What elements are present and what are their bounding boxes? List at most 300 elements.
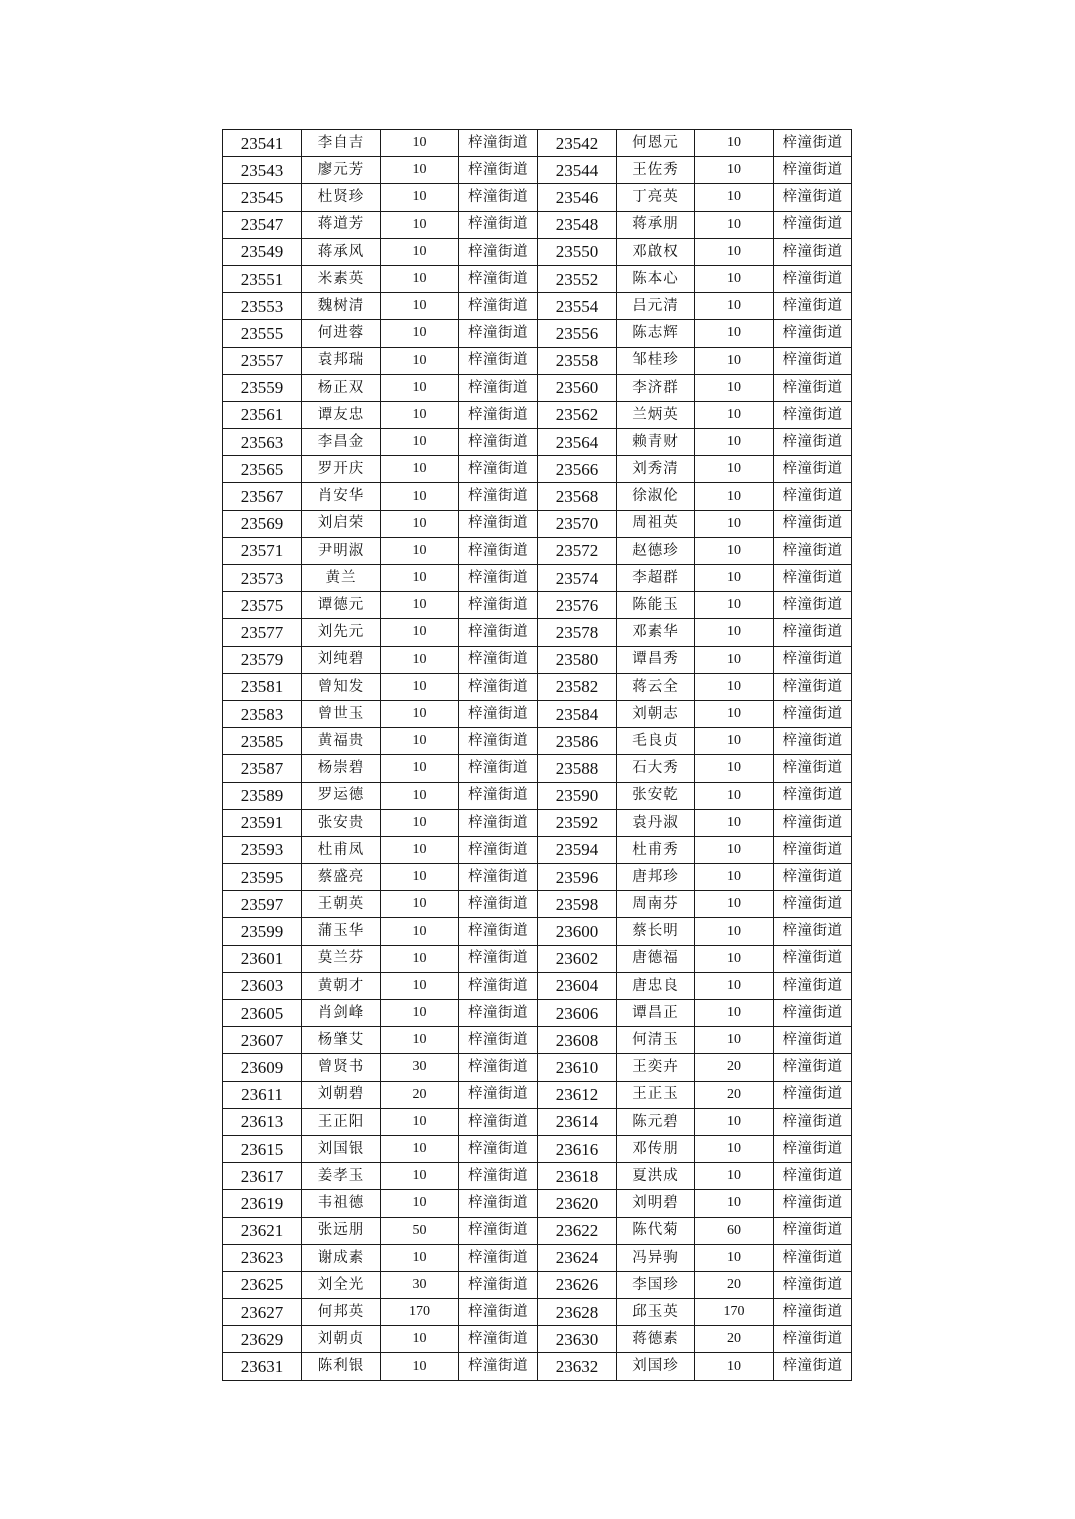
person-name-cell: 何邦英 <box>302 1299 381 1326</box>
street-name-cell: 梓潼街道 <box>459 673 538 700</box>
record-number-cell: 23578 <box>538 619 617 646</box>
table-row <box>223 347 852 374</box>
record-number-cell: 23555 <box>223 320 302 347</box>
street-name-cell: 梓潼街道 <box>774 1244 852 1271</box>
amount-cell: 10 <box>381 1326 459 1353</box>
street-name-cell: 梓潼街道 <box>774 918 852 945</box>
person-name-cell: 刘明碧 <box>617 1190 695 1217</box>
record-number-cell: 23601 <box>223 945 302 972</box>
person-name-cell: 李国珍 <box>617 1271 695 1298</box>
street-name-cell: 梓潼街道 <box>774 1353 852 1380</box>
record-number-cell: 23557 <box>223 347 302 374</box>
amount-cell: 10 <box>381 320 459 347</box>
table-row <box>223 728 852 755</box>
record-number-cell: 23608 <box>538 1027 617 1054</box>
person-name-cell: 刘国珍 <box>617 1353 695 1380</box>
record-number-cell: 23543 <box>223 157 302 184</box>
amount-cell: 10 <box>381 972 459 999</box>
record-number-cell: 23585 <box>223 728 302 755</box>
street-name-cell: 梓潼街道 <box>459 1353 538 1380</box>
table-row <box>223 1054 852 1081</box>
table-row <box>223 1163 852 1190</box>
record-number-cell: 23615 <box>223 1135 302 1162</box>
record-number-cell: 23568 <box>538 483 617 510</box>
street-name-cell: 梓潼街道 <box>774 1027 852 1054</box>
street-name-cell: 梓潼街道 <box>459 1299 538 1326</box>
record-number-cell: 23594 <box>538 836 617 863</box>
record-number-cell: 23591 <box>223 809 302 836</box>
person-name-cell: 刘启荣 <box>302 510 381 537</box>
person-name-cell: 李超群 <box>617 565 695 592</box>
amount-cell: 10 <box>381 1190 459 1217</box>
record-number-cell: 23629 <box>223 1326 302 1353</box>
amount-cell: 10 <box>695 918 774 945</box>
amount-cell: 10 <box>381 700 459 727</box>
record-number-cell: 23597 <box>223 891 302 918</box>
amount-cell: 10 <box>695 537 774 564</box>
street-name-cell: 梓潼街道 <box>774 211 852 238</box>
street-name-cell: 梓潼街道 <box>459 374 538 401</box>
record-number-cell: 23587 <box>223 755 302 782</box>
amount-cell: 10 <box>695 673 774 700</box>
record-number-cell: 23542 <box>538 130 617 157</box>
record-number-cell: 23561 <box>223 401 302 428</box>
street-name-cell: 梓潼街道 <box>774 1190 852 1217</box>
amount-cell: 10 <box>381 646 459 673</box>
record-number-cell: 23552 <box>538 265 617 292</box>
street-name-cell: 梓潼街道 <box>774 1217 852 1244</box>
record-number-cell: 23581 <box>223 673 302 700</box>
person-name-cell: 兰炳英 <box>617 401 695 428</box>
record-number-cell: 23606 <box>538 1000 617 1027</box>
street-name-cell: 梓潼街道 <box>459 1081 538 1108</box>
record-number-cell: 23551 <box>223 265 302 292</box>
amount-cell: 10 <box>381 1163 459 1190</box>
amount-cell: 10 <box>381 211 459 238</box>
amount-cell: 10 <box>381 673 459 700</box>
amount-cell: 50 <box>381 1217 459 1244</box>
person-name-cell: 唐忠良 <box>617 972 695 999</box>
person-name-cell: 邹桂珍 <box>617 347 695 374</box>
person-name-cell: 罗运德 <box>302 782 381 809</box>
amount-cell: 10 <box>695 483 774 510</box>
street-name-cell: 梓潼街道 <box>459 1163 538 1190</box>
person-name-cell: 曾贤书 <box>302 1054 381 1081</box>
amount-cell: 10 <box>695 864 774 891</box>
street-name-cell: 梓潼街道 <box>774 619 852 646</box>
amount-cell: 10 <box>381 565 459 592</box>
person-name-cell: 蒲玉华 <box>302 918 381 945</box>
table-row <box>223 918 852 945</box>
street-name-cell: 梓潼街道 <box>459 211 538 238</box>
person-name-cell: 尹明淑 <box>302 537 381 564</box>
record-number-cell: 23584 <box>538 700 617 727</box>
table-row <box>223 1190 852 1217</box>
record-number-cell: 23566 <box>538 456 617 483</box>
person-name-cell: 刘朝志 <box>617 700 695 727</box>
record-number-cell: 23579 <box>223 646 302 673</box>
street-name-cell: 梓潼街道 <box>459 700 538 727</box>
amount-cell: 10 <box>695 592 774 619</box>
record-number-cell: 23627 <box>223 1299 302 1326</box>
street-name-cell: 梓潼街道 <box>459 347 538 374</box>
person-name-cell: 邱玉英 <box>617 1299 695 1326</box>
street-name-cell: 梓潼街道 <box>459 1244 538 1271</box>
amount-cell: 10 <box>695 809 774 836</box>
person-name-cell: 赖青财 <box>617 429 695 456</box>
record-number-cell: 23600 <box>538 918 617 945</box>
street-name-cell: 梓潼街道 <box>774 755 852 782</box>
street-name-cell: 梓潼街道 <box>774 374 852 401</box>
table-row <box>223 1081 852 1108</box>
street-name-cell: 梓潼街道 <box>459 565 538 592</box>
amount-cell: 10 <box>381 483 459 510</box>
street-name-cell: 梓潼街道 <box>774 238 852 265</box>
table-row <box>223 619 852 646</box>
record-number-cell: 23631 <box>223 1353 302 1380</box>
street-name-cell: 梓潼街道 <box>459 809 538 836</box>
street-name-cell: 梓潼街道 <box>774 836 852 863</box>
street-name-cell: 梓潼街道 <box>774 673 852 700</box>
table-row <box>223 1299 852 1326</box>
amount-cell: 10 <box>381 728 459 755</box>
table-row <box>223 130 852 157</box>
record-number-cell: 23549 <box>223 238 302 265</box>
table-row <box>223 537 852 564</box>
table-row <box>223 864 852 891</box>
person-name-cell: 谭昌正 <box>617 1000 695 1027</box>
amount-cell: 10 <box>695 700 774 727</box>
record-number-cell: 23630 <box>538 1326 617 1353</box>
table-row <box>223 1244 852 1271</box>
amount-cell: 10 <box>381 1027 459 1054</box>
table-row <box>223 374 852 401</box>
person-name-cell: 谭昌秀 <box>617 646 695 673</box>
person-name-cell: 蔡盛亮 <box>302 864 381 891</box>
person-name-cell: 黄福贵 <box>302 728 381 755</box>
amount-cell: 10 <box>381 1000 459 1027</box>
amount-cell: 10 <box>695 1353 774 1380</box>
street-name-cell: 梓潼街道 <box>774 1054 852 1081</box>
street-name-cell: 梓潼街道 <box>774 157 852 184</box>
person-name-cell: 蒋承朋 <box>617 211 695 238</box>
amount-cell: 10 <box>695 456 774 483</box>
table-row <box>223 1135 852 1162</box>
record-number-cell: 23599 <box>223 918 302 945</box>
person-name-cell: 何清玉 <box>617 1027 695 1054</box>
person-name-cell: 王奕卉 <box>617 1054 695 1081</box>
amount-cell: 10 <box>381 755 459 782</box>
record-number-cell: 23610 <box>538 1054 617 1081</box>
record-number-cell: 23628 <box>538 1299 617 1326</box>
record-number-cell: 23565 <box>223 456 302 483</box>
record-number-cell: 23546 <box>538 184 617 211</box>
record-number-cell: 23604 <box>538 972 617 999</box>
record-number-cell: 23545 <box>223 184 302 211</box>
amount-cell: 10 <box>381 537 459 564</box>
street-name-cell: 梓潼街道 <box>774 864 852 891</box>
table-row <box>223 238 852 265</box>
person-name-cell: 何进蓉 <box>302 320 381 347</box>
amount-cell: 170 <box>695 1299 774 1326</box>
street-name-cell: 梓潼街道 <box>774 1135 852 1162</box>
person-name-cell: 赵德珍 <box>617 537 695 564</box>
record-number-cell: 23554 <box>538 293 617 320</box>
table-row <box>223 945 852 972</box>
street-name-cell: 梓潼街道 <box>774 320 852 347</box>
record-number-cell: 23619 <box>223 1190 302 1217</box>
street-name-cell: 梓潼街道 <box>459 1027 538 1054</box>
amount-cell: 10 <box>695 347 774 374</box>
record-number-cell: 23613 <box>223 1108 302 1135</box>
amount-cell: 10 <box>381 1108 459 1135</box>
donation-table <box>222 129 852 1381</box>
street-name-cell: 梓潼街道 <box>774 429 852 456</box>
record-number-cell: 23612 <box>538 1081 617 1108</box>
record-number-cell: 23556 <box>538 320 617 347</box>
table-row <box>223 646 852 673</box>
table-row <box>223 401 852 428</box>
table-row <box>223 809 852 836</box>
record-number-cell: 23582 <box>538 673 617 700</box>
amount-cell: 60 <box>695 1217 774 1244</box>
record-number-cell: 23626 <box>538 1271 617 1298</box>
amount-cell: 10 <box>381 836 459 863</box>
person-name-cell: 李济群 <box>617 374 695 401</box>
record-number-cell: 23563 <box>223 429 302 456</box>
person-name-cell: 杜甫凤 <box>302 836 381 863</box>
person-name-cell: 李昌金 <box>302 429 381 456</box>
person-name-cell: 刘朝碧 <box>302 1081 381 1108</box>
table-body <box>223 130 852 1381</box>
record-number-cell: 23607 <box>223 1027 302 1054</box>
street-name-cell: 梓潼街道 <box>459 1054 538 1081</box>
person-name-cell: 刘朝贞 <box>302 1326 381 1353</box>
person-name-cell: 肖剑峰 <box>302 1000 381 1027</box>
amount-cell: 10 <box>381 456 459 483</box>
amount-cell: 10 <box>695 238 774 265</box>
person-name-cell: 王朝英 <box>302 891 381 918</box>
street-name-cell: 梓潼街道 <box>774 592 852 619</box>
person-name-cell: 袁邦瑞 <box>302 347 381 374</box>
amount-cell: 10 <box>695 891 774 918</box>
street-name-cell: 梓潼街道 <box>459 265 538 292</box>
street-name-cell: 梓潼街道 <box>459 945 538 972</box>
record-number-cell: 23560 <box>538 374 617 401</box>
person-name-cell: 邓素华 <box>617 619 695 646</box>
record-number-cell: 23624 <box>538 1244 617 1271</box>
amount-cell: 10 <box>695 619 774 646</box>
record-number-cell: 23553 <box>223 293 302 320</box>
street-name-cell: 梓潼街道 <box>459 592 538 619</box>
record-number-cell: 23558 <box>538 347 617 374</box>
amount-cell: 10 <box>695 401 774 428</box>
record-number-cell: 23605 <box>223 1000 302 1027</box>
person-name-cell: 蒋承风 <box>302 238 381 265</box>
record-number-cell: 23623 <box>223 1244 302 1271</box>
street-name-cell: 梓潼街道 <box>459 429 538 456</box>
street-name-cell: 梓潼街道 <box>774 483 852 510</box>
amount-cell: 10 <box>381 510 459 537</box>
record-number-cell: 23569 <box>223 510 302 537</box>
amount-cell: 10 <box>695 945 774 972</box>
person-name-cell: 刘先元 <box>302 619 381 646</box>
record-number-cell: 23586 <box>538 728 617 755</box>
street-name-cell: 梓潼街道 <box>459 619 538 646</box>
record-number-cell: 23598 <box>538 891 617 918</box>
person-name-cell: 袁丹淑 <box>617 809 695 836</box>
person-name-cell: 杨肇艾 <box>302 1027 381 1054</box>
table-row <box>223 157 852 184</box>
amount-cell: 10 <box>695 1027 774 1054</box>
amount-cell: 10 <box>381 401 459 428</box>
street-name-cell: 梓潼街道 <box>774 565 852 592</box>
amount-cell: 10 <box>381 809 459 836</box>
street-name-cell: 梓潼街道 <box>459 728 538 755</box>
person-name-cell: 姜孝玉 <box>302 1163 381 1190</box>
record-number-cell: 23618 <box>538 1163 617 1190</box>
street-name-cell: 梓潼街道 <box>459 1190 538 1217</box>
street-name-cell: 梓潼街道 <box>774 1081 852 1108</box>
person-name-cell: 唐德福 <box>617 945 695 972</box>
record-number-cell: 23559 <box>223 374 302 401</box>
person-name-cell: 丁亮英 <box>617 184 695 211</box>
amount-cell: 10 <box>695 972 774 999</box>
record-number-cell: 23580 <box>538 646 617 673</box>
amount-cell: 10 <box>695 510 774 537</box>
street-name-cell: 梓潼街道 <box>774 265 852 292</box>
person-name-cell: 陈利银 <box>302 1353 381 1380</box>
record-number-cell: 23562 <box>538 401 617 428</box>
street-name-cell: 梓潼街道 <box>774 1271 852 1298</box>
table-row <box>223 782 852 809</box>
amount-cell: 10 <box>695 1163 774 1190</box>
street-name-cell: 梓潼街道 <box>774 184 852 211</box>
record-number-cell: 23574 <box>538 565 617 592</box>
record-number-cell: 23576 <box>538 592 617 619</box>
street-name-cell: 梓潼街道 <box>459 401 538 428</box>
table-row <box>223 972 852 999</box>
person-name-cell: 刘秀清 <box>617 456 695 483</box>
person-name-cell: 周南芬 <box>617 891 695 918</box>
street-name-cell: 梓潼街道 <box>459 1000 538 1027</box>
amount-cell: 10 <box>695 565 774 592</box>
record-number-cell: 23550 <box>538 238 617 265</box>
street-name-cell: 梓潼街道 <box>459 755 538 782</box>
street-name-cell: 梓潼街道 <box>774 293 852 320</box>
street-name-cell: 梓潼街道 <box>774 891 852 918</box>
record-number-cell: 23571 <box>223 537 302 564</box>
record-number-cell: 23617 <box>223 1163 302 1190</box>
person-name-cell: 刘国银 <box>302 1135 381 1162</box>
amount-cell: 10 <box>695 293 774 320</box>
person-name-cell: 陈本心 <box>617 265 695 292</box>
record-number-cell: 23583 <box>223 700 302 727</box>
record-number-cell: 23590 <box>538 782 617 809</box>
street-name-cell: 梓潼街道 <box>774 1299 852 1326</box>
table-row <box>223 1027 852 1054</box>
amount-cell: 20 <box>695 1326 774 1353</box>
person-name-cell: 石大秀 <box>617 755 695 782</box>
person-name-cell: 唐邦珍 <box>617 864 695 891</box>
person-name-cell: 王佐秀 <box>617 157 695 184</box>
street-name-cell: 梓潼街道 <box>459 1217 538 1244</box>
street-name-cell: 梓潼街道 <box>774 646 852 673</box>
table-row <box>223 1000 852 1027</box>
amount-cell: 10 <box>381 864 459 891</box>
table-row <box>223 211 852 238</box>
record-number-cell: 23596 <box>538 864 617 891</box>
person-name-cell: 罗开庆 <box>302 456 381 483</box>
person-name-cell: 蒋德素 <box>617 1326 695 1353</box>
record-number-cell: 23575 <box>223 592 302 619</box>
person-name-cell: 陈志辉 <box>617 320 695 347</box>
table-row <box>223 320 852 347</box>
amount-cell: 10 <box>381 157 459 184</box>
record-number-cell: 23592 <box>538 809 617 836</box>
person-name-cell: 廖元芳 <box>302 157 381 184</box>
street-name-cell: 梓潼街道 <box>459 537 538 564</box>
person-name-cell: 杜甫秀 <box>617 836 695 863</box>
table-row <box>223 1217 852 1244</box>
amount-cell: 30 <box>381 1271 459 1298</box>
record-number-cell: 23570 <box>538 510 617 537</box>
amount-cell: 10 <box>381 918 459 945</box>
amount-cell: 170 <box>381 1299 459 1326</box>
amount-cell: 10 <box>695 1244 774 1271</box>
table-row <box>223 265 852 292</box>
table-row <box>223 184 852 211</box>
street-name-cell: 梓潼街道 <box>459 972 538 999</box>
person-name-cell: 曾知发 <box>302 673 381 700</box>
record-number-cell: 23603 <box>223 972 302 999</box>
amount-cell: 20 <box>381 1081 459 1108</box>
record-number-cell: 23589 <box>223 782 302 809</box>
table-row <box>223 836 852 863</box>
amount-cell: 10 <box>381 1353 459 1380</box>
street-name-cell: 梓潼街道 <box>459 1271 538 1298</box>
street-name-cell: 梓潼街道 <box>774 537 852 564</box>
amount-cell: 10 <box>695 836 774 863</box>
person-name-cell: 陈元碧 <box>617 1108 695 1135</box>
street-name-cell: 梓潼街道 <box>774 728 852 755</box>
amount-cell: 10 <box>695 1135 774 1162</box>
table-row <box>223 891 852 918</box>
amount-cell: 10 <box>381 184 459 211</box>
street-name-cell: 梓潼街道 <box>774 782 852 809</box>
street-name-cell: 梓潼街道 <box>459 130 538 157</box>
record-number-cell: 23609 <box>223 1054 302 1081</box>
street-name-cell: 梓潼街道 <box>459 157 538 184</box>
person-name-cell: 张安乾 <box>617 782 695 809</box>
amount-cell: 20 <box>695 1081 774 1108</box>
amount-cell: 10 <box>695 130 774 157</box>
street-name-cell: 梓潼街道 <box>459 836 538 863</box>
amount-cell: 10 <box>381 945 459 972</box>
table-row <box>223 755 852 782</box>
amount-cell: 10 <box>381 429 459 456</box>
record-number-cell: 23577 <box>223 619 302 646</box>
amount-cell: 10 <box>381 1135 459 1162</box>
table-row <box>223 510 852 537</box>
person-name-cell: 杨崇碧 <box>302 755 381 782</box>
person-name-cell: 邓传朋 <box>617 1135 695 1162</box>
street-name-cell: 梓潼街道 <box>774 972 852 999</box>
street-name-cell: 梓潼街道 <box>774 1108 852 1135</box>
person-name-cell: 刘全光 <box>302 1271 381 1298</box>
amount-cell: 30 <box>381 1054 459 1081</box>
street-name-cell: 梓潼街道 <box>459 293 538 320</box>
